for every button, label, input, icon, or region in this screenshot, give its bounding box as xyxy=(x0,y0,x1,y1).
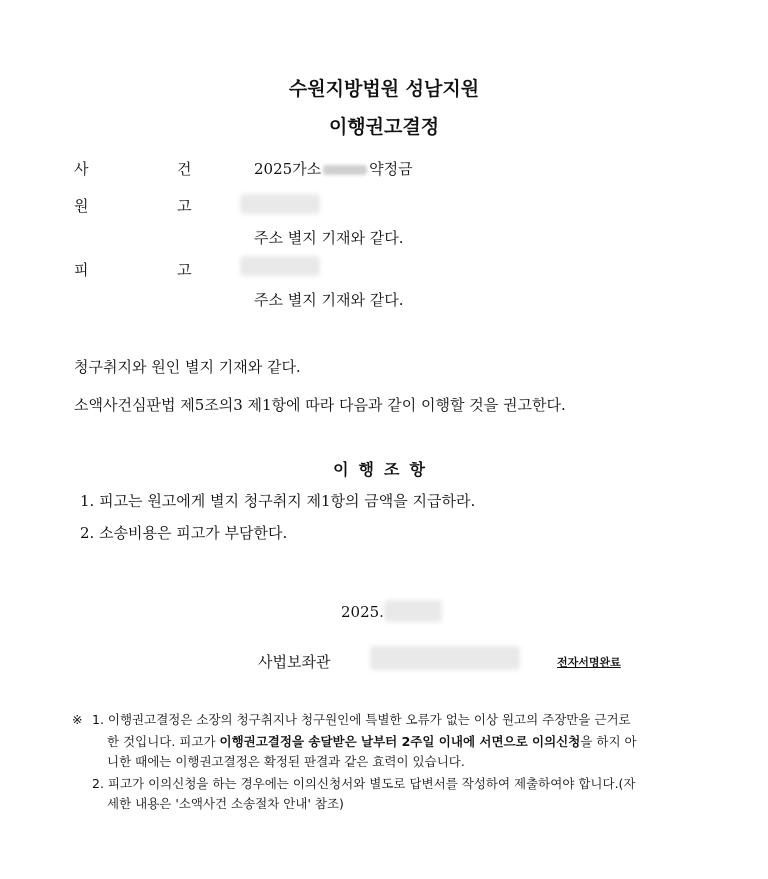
redacted-case-number xyxy=(323,165,367,175)
case-number-prefix: 2025가소 xyxy=(254,160,322,178)
note-1-text-c: 을 하지 아 xyxy=(580,734,637,749)
note-1-emphasis: 이행권고결정을 송달받은 날부터 2주일 이내에 서면으로 이의신청 xyxy=(219,734,581,749)
plaintiff-label-1: 원 xyxy=(74,197,89,215)
decision-date: 2025. xyxy=(341,603,384,621)
note-1-text-a: 한 것입니다. 피고가 xyxy=(107,734,220,749)
plaintiff-label-2: 고 xyxy=(177,197,192,215)
plaintiff-address: 주소 별지 기재와 같다. xyxy=(254,229,404,247)
redacted-officer-name xyxy=(370,646,520,670)
document-title: 이행권고결정 xyxy=(328,116,440,138)
terms-title: 이행조항 xyxy=(333,460,435,479)
redacted-plaintiff-name xyxy=(240,194,320,214)
redacted-defendant-name xyxy=(240,256,320,276)
note-1-line-3: 니한 때에는 이행권고결정은 확정된 판결과 같은 효력이 있습니다. xyxy=(107,754,465,769)
note-mark: ※ xyxy=(72,712,83,727)
note-1-line-2 xyxy=(107,732,637,751)
case-name: 약정금 xyxy=(369,160,413,178)
case-label-2: 건 xyxy=(177,160,192,178)
defendant-label-2: 고 xyxy=(177,261,192,279)
redacted-date xyxy=(384,600,442,622)
court-name: 수원지방법원 성남지원 xyxy=(288,78,480,100)
officer-title: 사법보좌관 xyxy=(258,653,331,671)
case-number xyxy=(254,158,413,179)
defendant-address: 주소 별지 기재와 같다. xyxy=(254,291,404,309)
note-1-line-1: 1. 이행권고결정은 소장의 청구취지나 청구원인에 특별한 오류가 없는 이상 원고의 주장만을 근거로 xyxy=(92,712,631,727)
case-label-1: 사 xyxy=(74,160,89,178)
note-2-line-2: 세한 내용은 '소액사건 소송절차 안내' 참조) xyxy=(107,796,344,811)
e-signature-stamp: 전자서명완료 xyxy=(557,656,621,669)
term-item: 1. 피고는 원고에게 별지 청구취지 제1항의 금액을 지급하라. xyxy=(80,492,476,510)
claim-line-2: 소액사건심판법 제5조의3 제1항에 따라 다음과 같이 이행할 것을 권고한다. xyxy=(74,396,566,414)
term-item: 2. 소송비용은 피고가 부담한다. xyxy=(80,524,288,542)
defendant-label-1: 피 xyxy=(74,261,89,279)
claim-line-1: 청구취지와 원인 별지 기재와 같다. xyxy=(74,358,301,376)
note-2-line-1: 2. 피고가 이의신청을 하는 경우에는 이의신청서와 별도로 답변서를 작성하여 제출하여야 합니다.(자 xyxy=(92,776,636,791)
